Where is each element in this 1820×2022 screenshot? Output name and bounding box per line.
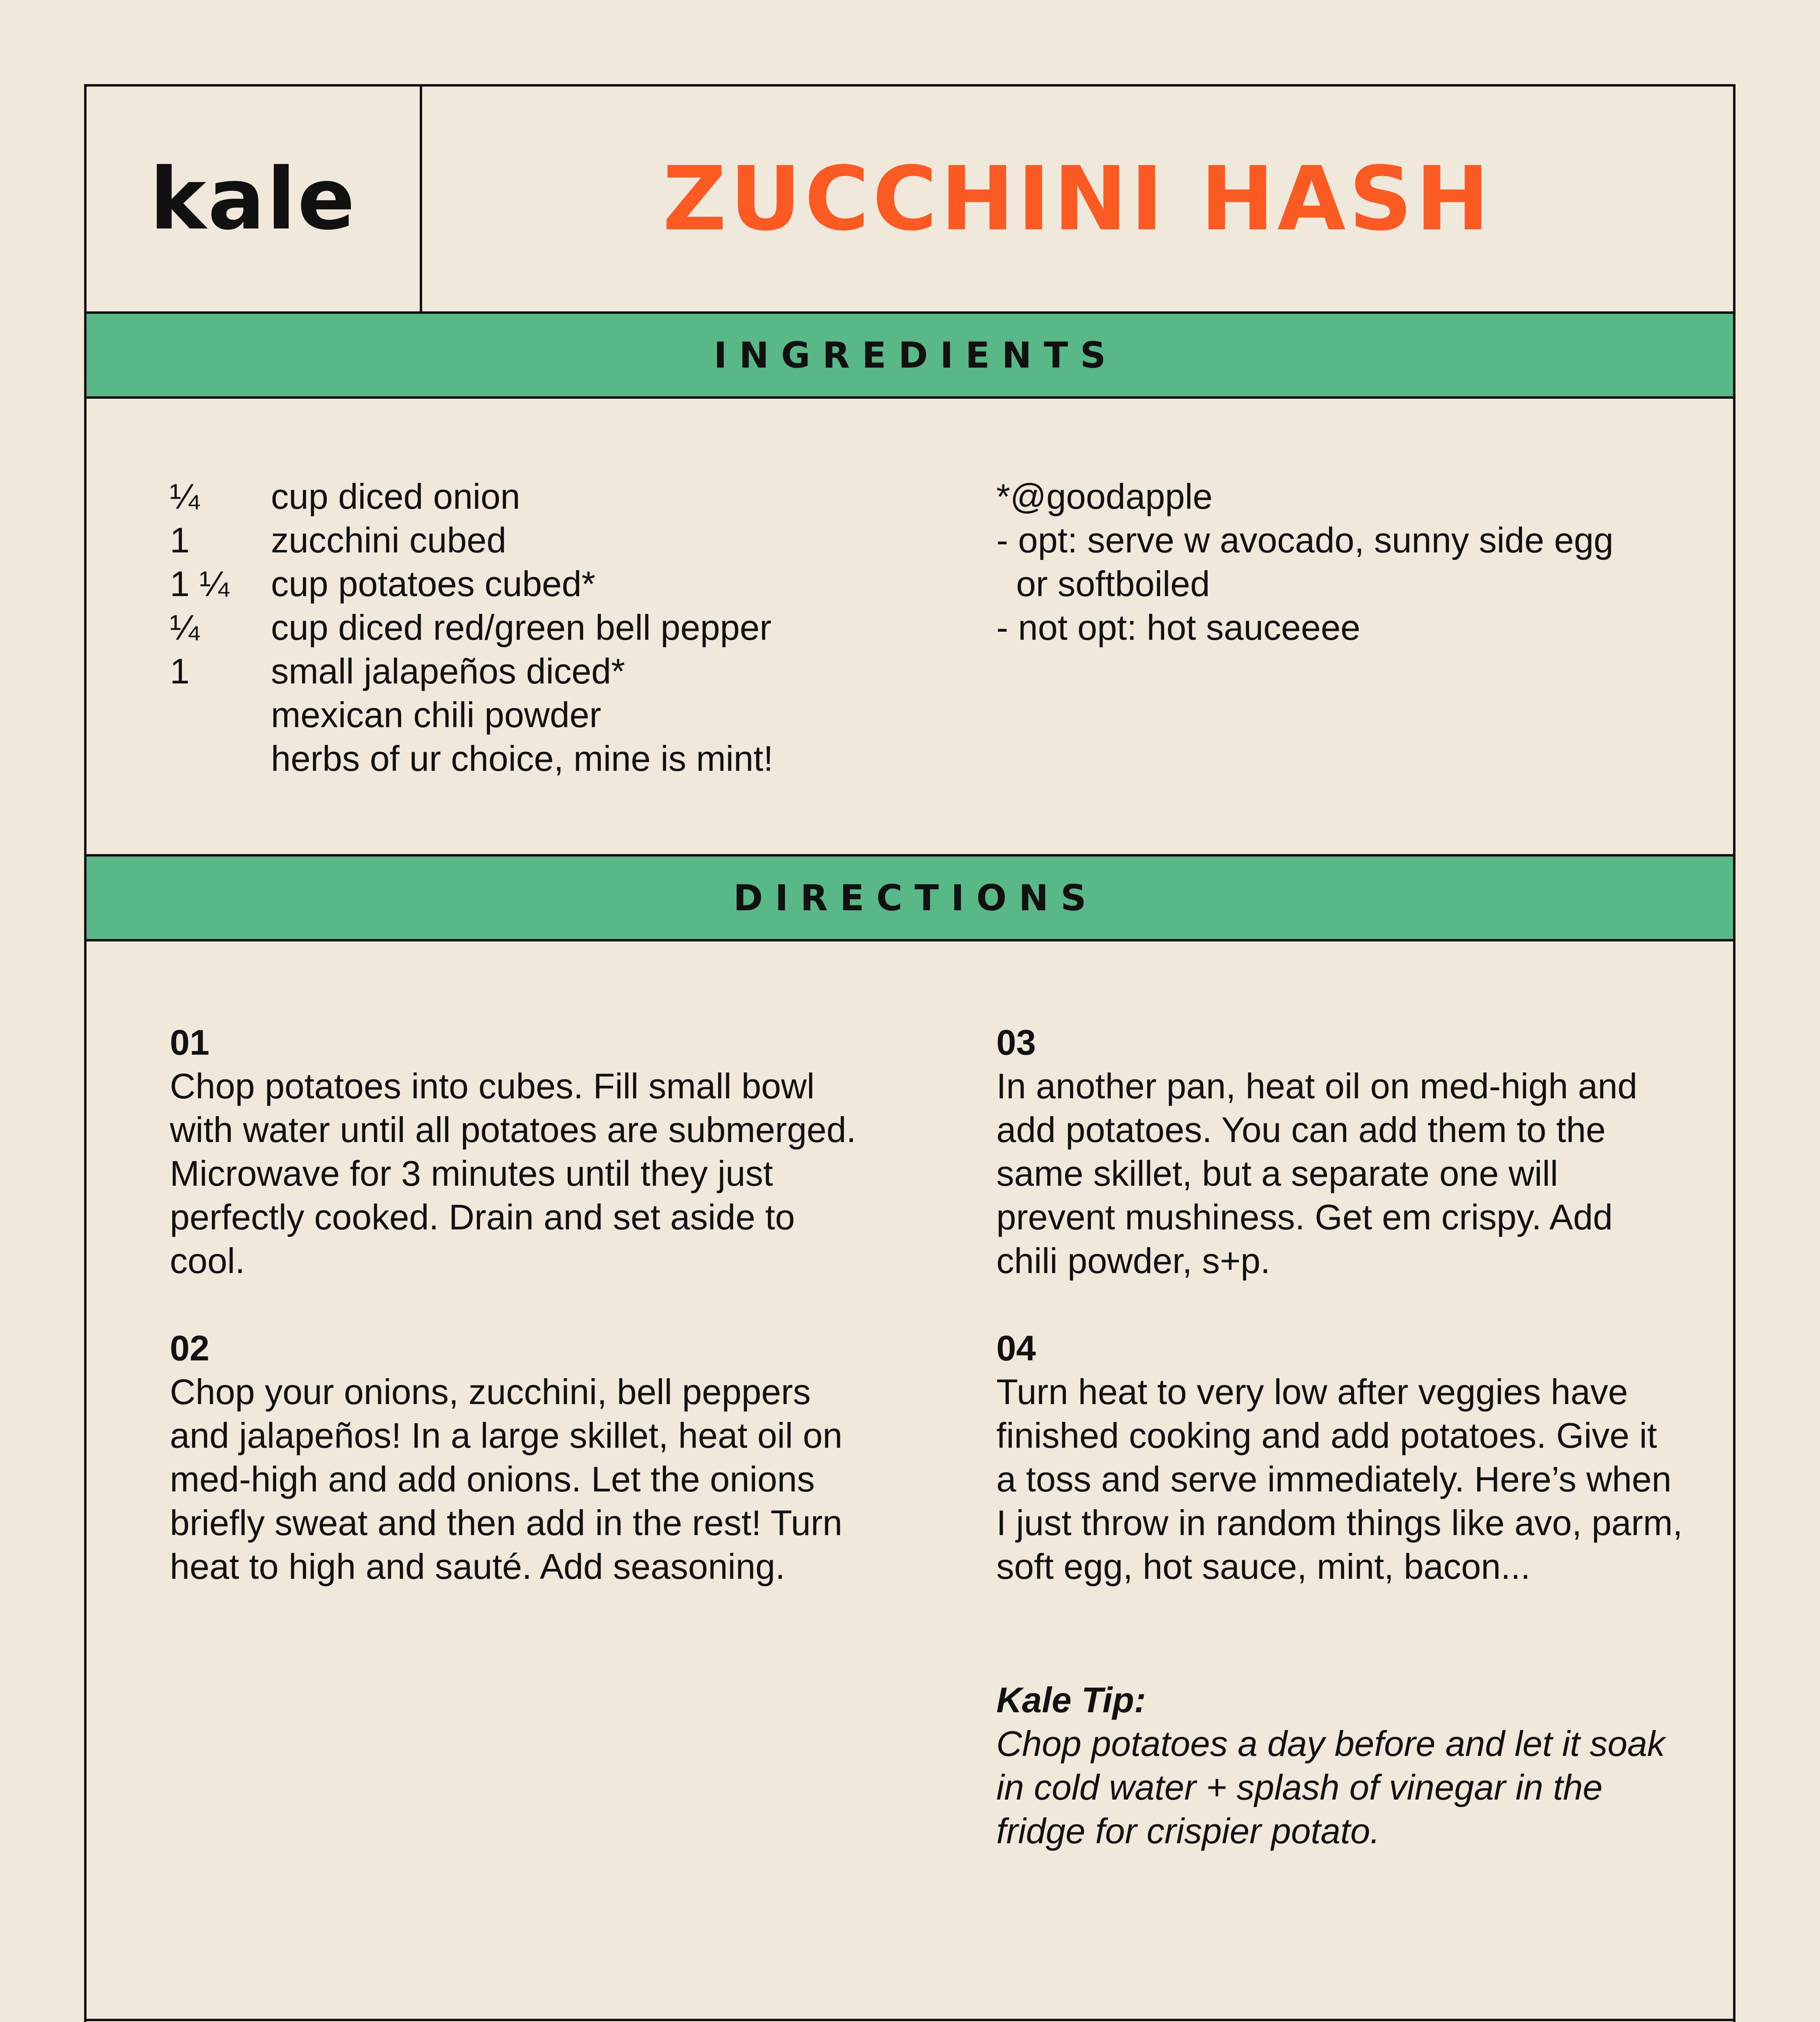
direction-step (996, 1326, 1684, 1588)
ingredient-qty: ¼ (170, 607, 200, 647)
logo-box (87, 87, 422, 311)
step-number: 04 (996, 1328, 1036, 1368)
recipe-card (84, 84, 1735, 2022)
note-line: - opt: serve w avocado, sunny side egg (996, 520, 1614, 560)
note-line: or softboiled (996, 564, 1210, 604)
ingredient-text: cup diced red/green bell pepper (271, 607, 772, 647)
tip-text: Chop potatoes a day before and let it soak in cold water + splash of vinegar in the fridge for crispier potato. (996, 1724, 1665, 1851)
step-number: 02 (170, 1328, 209, 1368)
ingredient-qty: 1 (170, 651, 190, 691)
title-box (422, 87, 1733, 311)
note-line: *@goodapple (996, 476, 1213, 516)
ingredient-item (170, 737, 773, 780)
step-text: In another pan, heat oil on med-high and add potatoes. You can add them to the same skillet, but a separate one will prevent mushiness. Get em crispy. Add chili powder, s+p. (996, 1066, 1638, 1281)
ingredient-text: cup potatoes cubed* (271, 564, 596, 604)
directions-section (87, 941, 1733, 2022)
note-line: - not opt: hot sauceeee (996, 607, 1361, 647)
tip-title: Kale Tip: (996, 1680, 1146, 1720)
ingredients-heading: INGREDIENTS (714, 334, 1118, 376)
ingredient-qty: 1 ¼ (170, 564, 229, 604)
ingredient-item (170, 562, 595, 606)
step-text: Chop potatoes into cubes. Fill small bowl with water until all potatoes are submerged. Microwave for 3 minutes until they just perfectly cooked. Drain and set aside to cool. (170, 1066, 856, 1281)
header (87, 87, 1733, 314)
ingredient-qty: 1 (170, 520, 190, 560)
ingredient-item (170, 606, 772, 649)
ingredient-item (170, 518, 506, 562)
direction-step (170, 1326, 857, 1588)
ingredients-band (87, 314, 1733, 399)
step-number: 03 (996, 1022, 1036, 1062)
ingredients-section (87, 399, 1733, 854)
directions-heading: DIRECTIONS (733, 877, 1099, 919)
footer (87, 2019, 1733, 2022)
recipe-title: ZUCCHINI HASH (662, 148, 1493, 250)
direction-step (996, 1021, 1684, 1283)
ingredient-item (170, 475, 520, 518)
ingredient-notes (996, 475, 1613, 649)
kale-tip (996, 1678, 1684, 1853)
ingredient-text: mexican chili powder (271, 695, 601, 735)
ingredient-text: herbs of ur choice, mine is mint! (271, 738, 774, 778)
ingredient-text: cup diced onion (271, 476, 520, 516)
ingredient-item (170, 693, 601, 737)
directions-band (87, 854, 1733, 941)
step-number: 01 (170, 1022, 209, 1062)
step-text: Turn heat to very low after veggies have finished cooking and add potatoes. Give it a toss and serve immediately. Here’s when I just throw in random things like avo, parm, soft egg, hot sauce, mint, bacon... (996, 1372, 1683, 1586)
direction-step (170, 1021, 857, 1283)
step-text: Chop your onions, zucchini, bell peppers and jalapeños! In a large skillet, heat oil on med-high and add onions. Let the onions briefly sweat and then add in the rest! Turn heat to high and sauté. Add seasoning. (170, 1372, 843, 1586)
ingredient-text: zucchini cubed (271, 520, 507, 560)
ingredient-text: small jalapeños diced* (271, 651, 625, 691)
ingredient-qty: ¼ (170, 476, 200, 516)
logo: kale (150, 149, 357, 249)
ingredient-item (170, 649, 625, 693)
